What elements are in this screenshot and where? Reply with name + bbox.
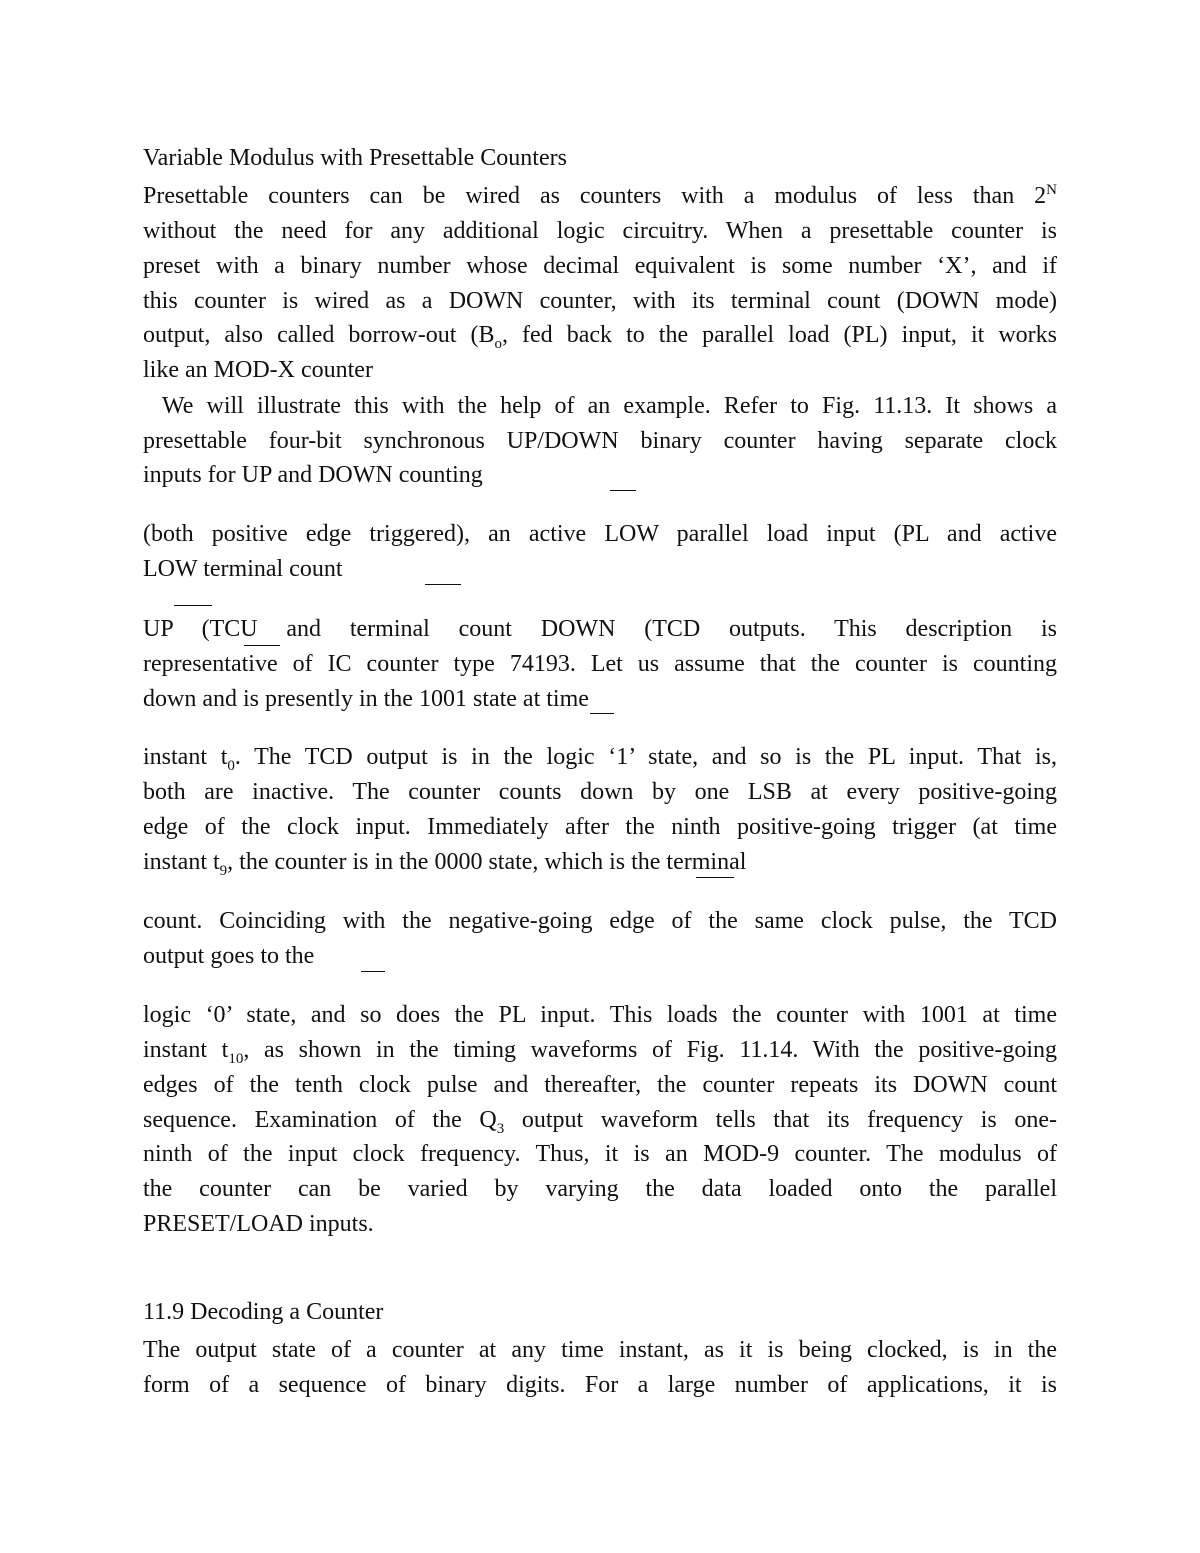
subscript: o bbox=[494, 335, 502, 352]
text-line: representative of IC counter type 74193. Let us assume that the counter is counting bbox=[143, 651, 1057, 677]
text-line: logic ‘0’ state, and so does the PL input. This loads the counter with 1001 at time bbox=[143, 1002, 1057, 1028]
superscript: N bbox=[1046, 182, 1057, 198]
text-line: presettable four-bit synchronous UP/DOWN binary counter having separate clock bbox=[143, 428, 1057, 454]
text-line: count. Coinciding with the negative-going edge of the same clock pulse, the TCD bbox=[143, 908, 1057, 934]
text-line: instant $t_9$, the counter is in the 0000 state, which is the terminal bbox=[143, 849, 747, 879]
text-line: both are inactive. The counter counts down by one LSB at every positive-going bbox=[143, 779, 1057, 805]
text-line: LOW terminal count bbox=[143, 556, 343, 582]
overline-mark bbox=[361, 971, 385, 972]
text-line: sequence. Examination of the $Q_3$ output waveform tells that its frequency is one- bbox=[143, 1107, 1057, 1137]
subscript: 10 bbox=[228, 1050, 244, 1067]
text-line: PRESET/LOAD inputs. bbox=[143, 1211, 374, 1237]
overline-mark bbox=[696, 877, 734, 878]
text-line: edge of the clock input. Immediately after the ninth positive-going trigger (at time bbox=[143, 814, 1057, 840]
subscript: 0 bbox=[227, 757, 235, 774]
text-line: output, also called borrow-out ($B_o$, fed back to the parallel load (PL) input, it works bbox=[143, 322, 1057, 352]
overline-mark bbox=[174, 605, 212, 606]
overline-mark bbox=[590, 713, 614, 714]
text-line: this counter is wired as a DOWN counter, with its terminal count (DOWN mode) bbox=[143, 288, 1057, 314]
section-heading: 11.9 Decoding a Counter bbox=[143, 1299, 384, 1325]
text-line: preset with a binary number whose decimal equivalent is some number ‘X’, and if bbox=[143, 253, 1057, 279]
text-line: without the need for any additional logic circuitry. When a presettable counter is bbox=[143, 218, 1057, 244]
subscript: 9 bbox=[219, 862, 228, 879]
text-line: ninth of the input clock frequency. Thus, it is an MOD-9 counter. The modulus of bbox=[143, 1141, 1057, 1167]
text-line: output goes to the bbox=[143, 943, 315, 969]
text-line: the counter can be varied by varying the data loaded onto the parallel bbox=[143, 1176, 1057, 1202]
text-line: We will illustrate this with the help of an example. Refer to Fig. 11.13. It shows a bbox=[162, 393, 1057, 419]
overline-mark bbox=[610, 490, 636, 491]
text-line: instant $t_0$. The TCD output is in the logic ‘1’ state, and so is the PL input. That is, bbox=[143, 744, 1058, 774]
text-line: The output state of a counter at any time instant, as it is being clocked, is in the bbox=[143, 1337, 1057, 1363]
text-line: UP (TCU and terminal count DOWN (TCD outputs. This description is bbox=[143, 616, 1057, 642]
text-line: edges of the tenth clock pulse and thereafter, the counter repeats its DOWN count bbox=[143, 1072, 1057, 1098]
text-line: Presettable counters can be wired as counters with a modulus of less than $2^N$ bbox=[143, 182, 1057, 209]
text-line: inputs for UP and DOWN counting bbox=[143, 462, 483, 488]
overline-mark bbox=[244, 645, 280, 646]
section-heading: Variable Modulus with Presettable Counters bbox=[143, 145, 567, 171]
text-line: like an MOD-X counter bbox=[143, 357, 373, 383]
overline-mark bbox=[425, 584, 461, 585]
text-line: form of a sequence of binary digits. For a large number of applications, it is bbox=[143, 1372, 1057, 1398]
text-line: down and is presently in the 1001 state at time bbox=[143, 686, 589, 712]
subscript: 3 bbox=[496, 1120, 505, 1137]
text-line: instant $t_{10}$, as shown in the timing waveforms of Fig. 11.14. With the positive-going bbox=[143, 1037, 1058, 1067]
text-line: (both positive edge triggered), an active LOW parallel load input (PL and active bbox=[143, 521, 1057, 547]
